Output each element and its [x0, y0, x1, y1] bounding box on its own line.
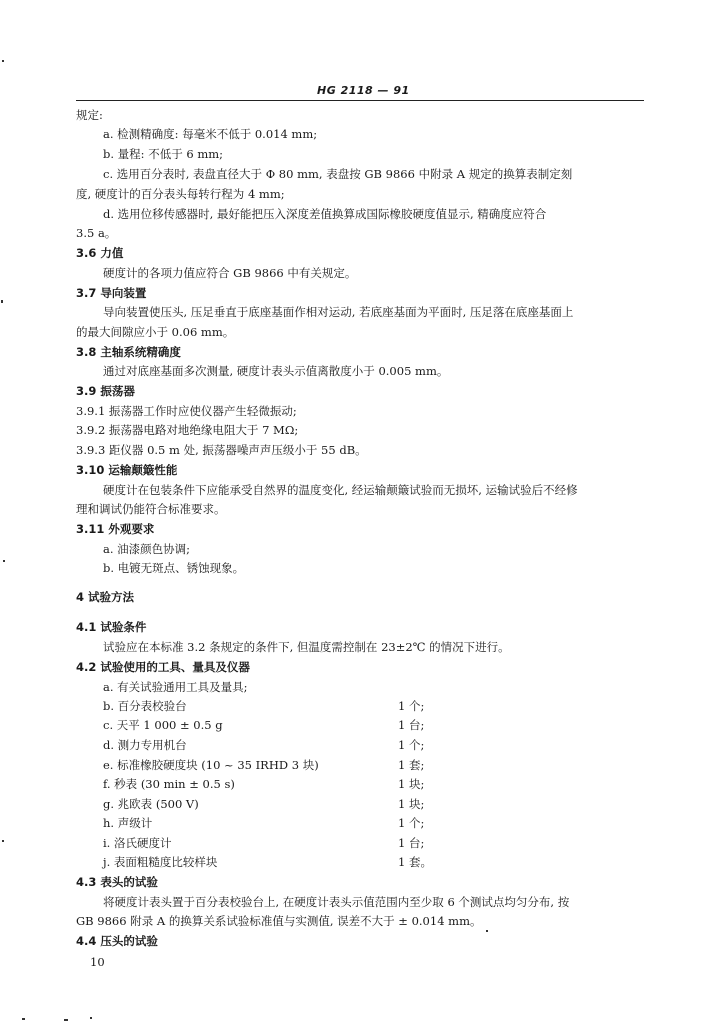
section-heading: 4.3 表头的试验 — [76, 875, 158, 889]
text-line: 3.9.1 振荡器工作时应使仪器产生轻微振动; — [76, 404, 297, 418]
equipment-item: i. 洛氏硬度计 — [103, 836, 172, 850]
scan-speck — [2, 840, 4, 842]
equipment-item: h. 声级计 — [103, 816, 153, 830]
text-line: GB 9866 附录 A 的换算关系试验标准值与实测值, 误差不大于 ± 0.014 mm。 — [76, 914, 482, 928]
text-line: c. 选用百分表时, 表盘直径大于 Φ 80 mm, 表盘按 GB 9866 中附录 A 规定的换算表制定刻 — [103, 167, 573, 181]
equipment-item: g. 兆欧表 (500 V) — [103, 797, 199, 811]
scan-speck — [22, 1018, 25, 1020]
equipment-qty: 1 个; — [398, 738, 425, 752]
section-heading: 3.6 力值 — [76, 246, 124, 260]
section-heading: 3.11 外观要求 — [76, 522, 155, 536]
section-heading: 4.2 试验使用的工具、量具及仪器 — [76, 660, 250, 674]
text-line: 3.5 a。 — [76, 226, 117, 240]
section-heading: 3.7 导向装置 — [76, 286, 147, 300]
text-line: 导向装置使压头, 压足垂直于底座基面作相对运动, 若底座基面为平面时, 压足落在底座基面上 — [103, 305, 574, 319]
equipment-qty: 1 块; — [398, 797, 425, 811]
scan-speck — [2, 60, 4, 62]
section-heading: 4.1 试验条件 — [76, 620, 147, 634]
section-heading: 3.9 振荡器 — [76, 384, 135, 398]
text-line: b. 量程: 不低于 6 mm; — [103, 147, 224, 161]
equipment-qty: 1 套; — [398, 758, 425, 772]
equipment-qty: 1 台; — [398, 836, 425, 850]
text-line: b. 电镀无斑点、锈蚀现象。 — [103, 561, 245, 575]
scan-speck — [1, 300, 3, 303]
equipment-item: f. 秒表 (30 min ± 0.5 s) — [103, 777, 235, 791]
header-rule — [76, 100, 644, 101]
equipment-qty: 1 台; — [398, 718, 425, 732]
text-line: 3.9.3 距仪器 0.5 m 处, 振荡器噪声声压级小于 55 dB。 — [76, 443, 367, 457]
text-line: 将硬度计表头置于百分表校验台上, 在硬度计表头示值范围内至少取 6 个测试点均匀分布, 按 — [103, 895, 570, 909]
text-line: 规定: — [76, 108, 103, 122]
scan-speck — [90, 1017, 92, 1019]
text-line: 硬度计的各项力值应符合 GB 9866 中有关规定。 — [103, 266, 357, 280]
equipment-item: c. 天平 1 000 ± 0.5 g — [103, 718, 223, 732]
text-line: 3.9.2 振荡器电路对地绝缘电阻大于 7 MΩ; — [76, 423, 299, 437]
text-line: 的最大间隙应小于 0.06 mm。 — [76, 325, 235, 339]
equipment-item: b. 百分表校验台 — [103, 699, 187, 713]
chapter-heading: 4 试验方法 — [76, 590, 135, 604]
scan-speck — [486, 930, 488, 932]
text-line: a. 有关试验通用工具及量具; — [103, 680, 248, 694]
equipment-item: j. 表面粗糙度比较样块 — [103, 855, 218, 869]
text-line: 硬度计在包装条件下应能承受自然界的温度变化, 经运输颠簸试验而无损坏, 运输试验后不经修 — [103, 483, 578, 497]
text-line: 理和调试仍能符合标准要求。 — [76, 502, 226, 516]
equipment-qty: 1 个; — [398, 699, 425, 713]
equipment-qty: 1 块; — [398, 777, 425, 791]
section-heading: 3.8 主轴系统精确度 — [76, 345, 181, 359]
equipment-item: e. 标准橡胶硬度块 (10 ~ 35 IRHD 3 块) — [103, 758, 319, 772]
scan-speck — [3, 560, 5, 562]
page-header: HG 2118 — 91 — [317, 84, 410, 97]
section-heading: 4.4 压头的试验 — [76, 934, 158, 948]
text-line: 试验应在本标准 3.2 条规定的条件下, 但温度需控制在 23±2℃ 的情况下进行。 — [103, 640, 510, 654]
section-heading: 3.10 运输颠簸性能 — [76, 463, 178, 477]
text-line: a. 油漆颜色协调; — [103, 542, 191, 556]
equipment-qty: 1 套。 — [398, 855, 432, 869]
equipment-item: d. 测力专用机台 — [103, 738, 187, 752]
page-number: 10 — [90, 955, 105, 969]
scan-speck — [64, 1019, 68, 1021]
text-line: 通过对底座基面多次测量, 硬度计表头示值离散度小于 0.005 mm。 — [103, 364, 449, 378]
text-line: d. 选用位移传感器时, 最好能把压入深度差值换算成国际橡胶硬度值显示, 精确度应符合 — [103, 207, 547, 221]
equipment-qty: 1 个; — [398, 816, 425, 830]
text-line: a. 检测精确度: 每毫米不低于 0.014 mm; — [103, 127, 318, 141]
text-line: 度, 硬度计的百分表头每转行程为 4 mm; — [76, 187, 285, 201]
